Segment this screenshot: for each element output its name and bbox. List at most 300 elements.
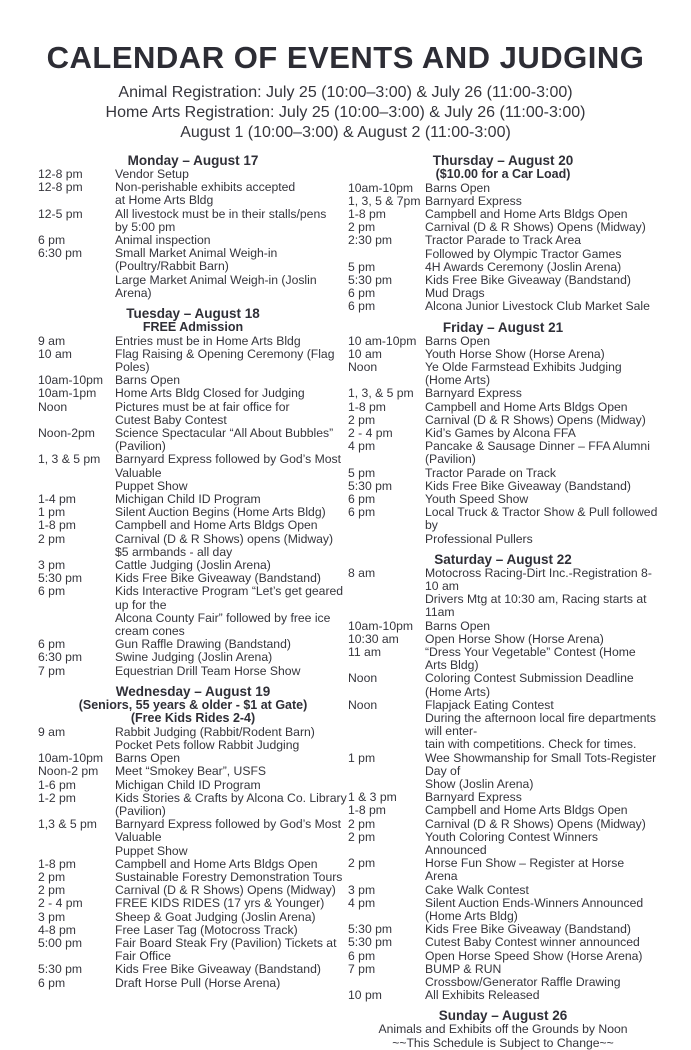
event-row	[348, 195, 658, 208]
registration-line: August 1 (10:00–3:00) & August 2 (11:00-3:00)	[180, 124, 511, 141]
event-line: Pocket Pets follow Rabbit Judging	[115, 738, 300, 753]
event-time: 5:30 pm	[348, 922, 393, 937]
event-line: Local Truck & Tractor Show & Pull followed by	[425, 505, 658, 533]
event-line: Youth Speed Show	[425, 491, 529, 506]
event-line: Pictures must be at fair office for	[115, 399, 290, 414]
event-description	[115, 427, 348, 453]
event-line: Drivers Mtg at 10:30 am, Racing starts at 11am	[425, 592, 647, 620]
event-time: 10am-1pm	[38, 386, 97, 401]
event-time: 12-8 pm	[38, 167, 83, 181]
event-time: 5:00 pm	[38, 936, 83, 951]
day-heading: Sunday – August 26	[438, 1008, 568, 1024]
event-line: Crossbow/Generator Raffle Drawing	[425, 975, 621, 990]
event-description	[115, 651, 348, 664]
event-description	[115, 348, 348, 374]
event-row	[38, 665, 348, 678]
event-description	[115, 335, 348, 348]
event-line: Carnival (D & R Shows) Opens (Midway)	[425, 220, 646, 235]
event-line: $5 armbands - all day	[115, 544, 233, 559]
event-time: 1-8 pm	[348, 206, 386, 221]
event-line: Coloring Contest Submission Deadline (Home Arts)	[425, 671, 634, 699]
event-description	[425, 672, 658, 698]
event-line: Barns Open	[425, 180, 491, 195]
event-line: Pancake & Sausage Dinner – FFA Alumni (Pavilion)	[425, 439, 650, 467]
event-time: 9 am	[38, 333, 66, 348]
event-time: 2 pm	[38, 531, 66, 546]
event-row	[38, 335, 348, 348]
event-description	[425, 857, 658, 883]
event-description	[425, 261, 658, 274]
event-line: Animal inspection	[115, 233, 211, 248]
event-line: Swine Judging (Joslin Arena)	[115, 650, 273, 665]
event-row	[348, 300, 658, 313]
event-row	[348, 884, 658, 897]
event-line: Followed by Olympic Tractor Games	[425, 246, 622, 261]
event-description	[425, 646, 658, 672]
event-time: 2 pm	[348, 816, 376, 831]
event-description	[425, 831, 658, 857]
event-row	[348, 182, 658, 195]
event-time: 10:30 am	[348, 631, 399, 646]
event-line: Puppet Show	[115, 843, 188, 858]
event-line: Kids Free Bike Giveaway (Bandstand)	[115, 962, 321, 977]
event-line: Carnival (D & R Shows) Opens (Midway)	[425, 412, 646, 427]
event-row	[348, 831, 658, 857]
event-line: Vendor Setup	[115, 167, 189, 181]
event-line: Kid’s Games by Alcona FFA	[425, 425, 576, 440]
event-row	[38, 453, 348, 493]
event-time: 5:30 pm	[38, 962, 83, 977]
event-time: 5:30 pm	[348, 478, 393, 493]
event-time: Noon	[348, 671, 378, 686]
event-line: Open Horse Show (Horse Arena)	[425, 631, 604, 646]
event-time: 9 am	[38, 724, 66, 739]
event-line: Home Arts Bldg Closed for Judging	[115, 386, 305, 401]
event-line: Kids Interactive Program “Let’s get geared up for the	[115, 584, 344, 612]
event-row	[38, 585, 348, 638]
event-line: Puppet Show	[115, 478, 188, 493]
event-row	[348, 480, 658, 493]
event-time: 8 am	[348, 565, 376, 580]
event-time: 3 pm	[38, 909, 66, 924]
event-time: 5 pm	[348, 465, 376, 480]
day-heading: Tuesday – August 18	[126, 306, 260, 322]
event-time: 5:30 pm	[348, 935, 393, 950]
day-section	[38, 153, 348, 300]
event-line: Flapjack Eating Contest	[425, 697, 554, 712]
event-time: 6 pm	[38, 584, 66, 599]
event-time: 3 pm	[38, 557, 66, 572]
registration-line: Home Arts Registration: July 25 (10:00–3:00) & July 26 (11:00-3:00)	[105, 104, 586, 121]
event-description	[115, 519, 348, 532]
event-line: Meet “Smokey Bear”, USFS	[115, 764, 267, 779]
event-line: Barns Open	[115, 373, 181, 388]
event-time: 2:30 pm	[348, 233, 393, 248]
event-row	[348, 234, 658, 260]
event-line: Tractor Parade to Track Area	[425, 233, 582, 248]
event-row	[38, 181, 348, 207]
event-row	[348, 440, 658, 466]
event-row	[348, 936, 658, 949]
event-line: Barnyard Express	[425, 790, 522, 805]
event-line: During the afternoon local fire departments will enter-	[425, 711, 657, 739]
event-line: Campbell and Home Arts Bldgs Open	[425, 803, 628, 818]
event-description	[425, 752, 658, 792]
event-line: Sustainable Forestry Demonstration Tours	[115, 870, 343, 885]
event-line: at Home Arts Bldg	[115, 193, 214, 208]
event-row	[38, 387, 348, 400]
event-row	[38, 818, 348, 858]
event-time: Noon	[348, 697, 378, 712]
day-subheading: ($10.00 for a Car Load)	[435, 167, 571, 181]
event-line: Campbell and Home Arts Bldgs Open	[115, 856, 318, 871]
event-line: Gun Raffle Drawing (Bandstand)	[115, 637, 291, 652]
event-row	[38, 519, 348, 532]
event-row	[38, 779, 348, 792]
event-time: 6 pm	[38, 637, 66, 652]
event-time: 4 pm	[348, 439, 376, 454]
event-description	[425, 989, 658, 1002]
event-time: 2 pm	[348, 829, 376, 844]
event-time: 2 pm	[348, 412, 376, 427]
event-time: 1-8 pm	[38, 856, 76, 871]
event-row	[348, 752, 658, 792]
note-line: ~~This Schedule is Subject to Change~~	[392, 1035, 614, 1050]
event-line: Barnyard Express followed by God’s Most Valuable	[115, 817, 342, 845]
event-time: 11 am	[348, 645, 381, 659]
event-row	[348, 401, 658, 414]
event-description	[425, 963, 658, 989]
event-description	[425, 300, 658, 313]
event-line: Barnyard Express	[425, 386, 522, 401]
event-line: Cake Walk Contest	[425, 882, 529, 897]
event-line: Motocross Racing-Dirt Inc.-Registration 8-10 am	[425, 565, 652, 593]
event-line: FREE KIDS RIDES (17 yrs & Younger)	[115, 896, 325, 911]
event-line: Barns Open	[425, 333, 491, 348]
event-line: Small Market Animal Weigh-in	[115, 246, 278, 261]
event-time: 1-2 pm	[38, 790, 76, 805]
event-time: 5:30 pm	[348, 272, 393, 287]
day-section	[38, 306, 348, 678]
event-description	[425, 818, 658, 831]
event-row	[38, 247, 348, 300]
event-description	[115, 387, 348, 400]
event-row	[38, 348, 348, 374]
event-line: Kids Free Bike Giveaway (Bandstand)	[425, 478, 631, 493]
event-line: Entries must be in Home Arts Bldg	[115, 333, 301, 348]
event-line: Ye Olde Farmstead Exhibits Judging (Home Arts)	[425, 359, 622, 388]
event-description	[115, 585, 348, 638]
event-time: 6:30 pm	[38, 650, 83, 665]
event-time: 10 am-10pm	[348, 333, 417, 348]
event-row	[38, 765, 348, 778]
event-description	[425, 804, 658, 817]
event-line: Carnival (D & R Shows) Opens (Midway)	[425, 816, 646, 831]
event-line: Large Market Animal Weigh-in (Joslin Arena)	[115, 272, 317, 300]
event-time: 10am-10pm	[348, 180, 414, 195]
event-description	[425, 506, 658, 546]
event-line: Kids Stories & Crafts by Alcona Co. Library	[115, 790, 347, 805]
event-description	[115, 897, 348, 910]
calendar-columns	[0, 147, 691, 1050]
event-time: 6 pm	[348, 948, 376, 963]
event-row	[348, 414, 658, 427]
event-time: 6 pm	[348, 505, 376, 520]
event-time: 1-4 pm	[38, 491, 76, 506]
event-row	[38, 401, 348, 427]
event-line: Barnyard Express	[425, 193, 522, 208]
event-line: Kids Free Bike Giveaway (Bandstand)	[425, 922, 631, 937]
day-heading: Friday – August 21	[442, 319, 564, 335]
registration-block	[0, 83, 691, 143]
note-line: Animals and Exhibits off the Grounds by Noon	[378, 1022, 628, 1037]
event-time: Noon	[38, 399, 68, 414]
event-description	[115, 963, 348, 976]
event-time: 4 pm	[348, 895, 376, 910]
event-line: Silent Auction Ends-Winners Announced	[425, 895, 644, 910]
event-description	[425, 361, 658, 387]
event-row	[38, 533, 348, 559]
event-row	[38, 792, 348, 818]
event-row	[348, 567, 658, 620]
event-description	[115, 401, 348, 427]
event-row	[348, 857, 658, 883]
event-row	[38, 208, 348, 234]
event-row	[348, 818, 658, 831]
event-line: Barns Open	[425, 618, 491, 633]
event-row	[38, 977, 348, 990]
event-description	[425, 335, 658, 348]
column-right	[348, 147, 658, 1050]
day-subheading: FREE Admission	[142, 320, 244, 335]
day-heading: Wednesday – August 19	[115, 683, 271, 699]
event-line: Cutest Baby Contest	[115, 412, 227, 427]
day-section	[348, 153, 658, 314]
event-time: 10 pm	[348, 988, 382, 1003]
event-line: Fair Board Steak Fry (Pavilion) Tickets at Fair Office	[115, 936, 337, 964]
event-row	[348, 620, 658, 633]
day-section	[348, 320, 658, 546]
event-line: Tractor Parade on Track	[425, 465, 556, 480]
event-row	[348, 274, 658, 287]
event-row	[348, 672, 658, 698]
event-time: 4-8 pm	[38, 922, 76, 937]
event-line: Mud Drags	[425, 286, 485, 301]
event-description	[425, 234, 658, 260]
day-heading: Saturday – August 22	[434, 551, 572, 567]
event-time: 10 am	[38, 346, 72, 361]
event-line: Carnival (D & R Shows) opens (Midway)	[115, 531, 334, 546]
event-line: Sheep & Goat Judging (Joslin Arena)	[115, 909, 316, 924]
event-description	[425, 620, 658, 633]
event-time: 1-6 pm	[38, 777, 76, 792]
event-description	[425, 950, 658, 963]
event-description	[425, 936, 658, 949]
event-line: Campbell and Home Arts Bldgs Open	[115, 518, 318, 533]
day-heading: Thursday – August 20	[432, 153, 574, 168]
event-line: Draft Horse Pull (Horse Arena)	[115, 975, 281, 990]
event-row	[348, 467, 658, 480]
event-line: Campbell and Home Arts Bldgs Open	[425, 399, 628, 414]
event-time: 7 pm	[38, 663, 66, 678]
event-description	[425, 699, 658, 752]
event-description	[115, 181, 348, 207]
event-time: 1-8 pm	[348, 399, 386, 414]
event-time: 2 - 4 pm	[348, 425, 393, 440]
event-line: Michigan Child ID Program	[115, 491, 261, 506]
event-row	[38, 897, 348, 910]
event-line: (Home Arts Bldg)	[425, 909, 518, 924]
event-line: Youth Horse Show (Horse Arena)	[425, 346, 605, 361]
event-line: Wee Showmanship for Small Tots-Register Day of	[425, 750, 657, 778]
event-line: Barns Open	[115, 751, 181, 766]
event-time: 1-8 pm	[38, 518, 76, 533]
event-time: 2 - 4 pm	[38, 896, 83, 911]
event-row	[348, 804, 658, 817]
event-line: (Poultry/Rabbit Barn)	[115, 259, 229, 274]
event-line: Kids Free Bike Giveaway (Bandstand)	[425, 272, 631, 287]
page-title: CALENDAR OF EVENTS AND JUDGING	[46, 40, 645, 75]
event-time: 10am-10pm	[38, 373, 104, 388]
event-line: Cattle Judging (Joslin Arena)	[115, 557, 271, 572]
event-line: Equestrian Drill Team Horse Show	[115, 663, 301, 678]
event-time: 10am-10pm	[38, 751, 104, 766]
event-time: 1 & 3 pm	[348, 790, 397, 805]
event-description	[425, 567, 658, 620]
event-line: tain with competitions. Check for times.	[425, 737, 637, 752]
event-description	[115, 937, 348, 963]
event-line: All livestock must be in their stalls/pens	[115, 206, 327, 221]
event-row	[38, 937, 348, 963]
event-description	[115, 977, 348, 990]
event-line: Kids Free Bike Giveaway (Bandstand)	[115, 571, 321, 586]
event-description	[425, 387, 658, 400]
event-line: Show (Joslin Arena)	[425, 777, 534, 792]
event-line: Campbell and Home Arts Bldgs Open	[425, 206, 628, 221]
event-description	[115, 665, 348, 678]
event-time: 2 pm	[38, 883, 66, 898]
event-row	[38, 651, 348, 664]
day-heading: Monday – August 17	[127, 153, 259, 168]
event-row	[348, 963, 658, 989]
event-line: Professional Pullers	[425, 531, 533, 546]
event-line: Open Horse Speed Show (Horse Arena)	[425, 948, 643, 963]
event-description	[115, 818, 348, 858]
event-time: 2 pm	[348, 856, 376, 871]
event-time: 12-5 pm	[38, 206, 83, 221]
event-row	[38, 427, 348, 453]
event-time: 6:30 pm	[38, 246, 83, 261]
event-line: Michigan Child ID Program	[115, 777, 261, 792]
event-time: 5 pm	[348, 259, 376, 274]
event-time: Noon-2 pm	[38, 764, 99, 779]
event-line: Free Laser Tag (Motocross Track)	[115, 922, 298, 937]
event-description	[425, 467, 658, 480]
event-description	[115, 765, 348, 778]
event-time: 6 pm	[38, 233, 66, 248]
event-line: “Dress Your Vegetable” Contest (Home Arts Bldg)	[425, 645, 636, 673]
event-description	[425, 480, 658, 493]
event-description	[115, 533, 348, 559]
event-time: Noon	[348, 359, 378, 374]
event-time: 5:30 pm	[38, 571, 83, 586]
event-time: 2 pm	[348, 220, 376, 235]
event-description	[115, 911, 348, 924]
day-section	[38, 684, 348, 990]
event-time: 1-8 pm	[348, 803, 386, 818]
event-description	[425, 440, 658, 466]
event-description	[115, 453, 348, 493]
event-line: Youth Coloring Contest Winners Announced	[425, 829, 598, 858]
event-time: 6 pm	[348, 286, 376, 301]
event-time: Noon-2pm	[38, 425, 95, 440]
event-description	[115, 208, 348, 234]
event-time: 1, 3 & 5 pm	[38, 452, 101, 467]
event-line: by 5:00 pm	[115, 219, 176, 234]
event-row	[348, 387, 658, 400]
event-time: 12-8 pm	[38, 180, 83, 195]
event-line: Flag Raising & Opening Ceremony (Flag Poles)	[115, 346, 335, 374]
event-description	[115, 779, 348, 792]
event-description	[425, 884, 658, 897]
event-row	[348, 897, 658, 923]
event-time: 10am-10pm	[348, 618, 414, 633]
event-time: 1,3 & 5 pm	[38, 817, 97, 832]
event-row	[38, 963, 348, 976]
event-time: 10 am	[348, 346, 382, 361]
event-line: Cutest Baby Contest winner announced	[425, 935, 640, 950]
event-description	[115, 247, 348, 300]
event-description	[425, 401, 658, 414]
event-row	[348, 950, 658, 963]
event-time: 1 pm	[38, 505, 66, 520]
event-time: 2 pm	[38, 870, 66, 885]
event-time: 1 pm	[348, 750, 376, 765]
event-row	[348, 348, 658, 361]
event-row	[38, 911, 348, 924]
event-row	[348, 646, 658, 672]
event-line: Alcona County Fair” followed by free ice cream cones	[115, 610, 331, 638]
event-time: 6 pm	[348, 491, 376, 506]
event-time: 3 pm	[348, 882, 376, 897]
event-line: 4H Awards Ceremony (Joslin Arena)	[425, 259, 622, 274]
event-time: 6 pm	[38, 975, 66, 990]
event-line: Horse Fun Show – Register at Horse Arena	[425, 856, 625, 884]
event-time: 1, 3, 5 & 7pm	[348, 193, 421, 208]
event-description	[425, 195, 658, 208]
column-left	[38, 147, 348, 1050]
event-line: (Pavilion)	[115, 804, 166, 819]
event-row	[38, 726, 348, 752]
event-description	[115, 792, 348, 818]
event-description	[425, 182, 658, 195]
event-time: 6 pm	[348, 299, 376, 314]
day-section	[348, 1008, 658, 1049]
event-row	[348, 361, 658, 387]
event-row	[348, 261, 658, 274]
event-line: Carnival (D & R Shows) Opens (Midway)	[115, 883, 336, 898]
registration-line: Animal Registration: July 25 (10:00–3:00) & July 26 (11:00-3:00)	[118, 84, 573, 101]
event-line: BUMP & RUN	[425, 961, 502, 976]
event-description	[425, 897, 658, 923]
day-subheading: (Free Kids Rides 2-4)	[130, 711, 256, 726]
event-description	[425, 348, 658, 361]
event-time: 7 pm	[348, 961, 376, 976]
event-row	[348, 506, 658, 546]
event-row	[348, 335, 658, 348]
event-line: Science Spectacular “All About Bubbles” (Pavilion)	[115, 425, 334, 454]
event-row	[348, 989, 658, 1002]
